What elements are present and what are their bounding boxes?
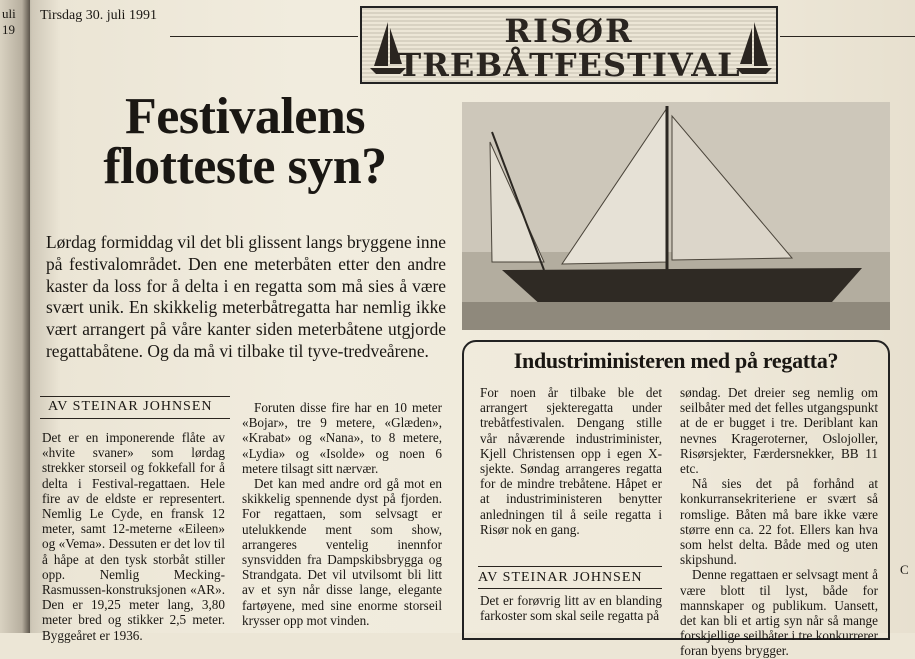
headline-line-2: flotteste syn?: [103, 138, 387, 195]
article-paragraph: Det er en imponerende flåte av «hvite svaner» som lørdag strekker storseil og fokkefall for å delta i Festival-regattaen. Hele fire av de eldste er representert. Nemlig Le Cyde, en fransk 12 meter, samt 12-meterne «Eileen» og «Vema». Dessuten er det lov til å håpe at den tysk storbåt stiller opp. Nemlig Mecking-Rasmussen-konstruksjonen «AR». Den er 19,25 meter lang, 3,80 meter bred og stikker 2,5 meter. Byggeåret er 1936.: [42, 430, 225, 643]
byline-rule: [40, 418, 230, 419]
sidebar-column-2: [680, 385, 878, 659]
cropped-next-column: C: [900, 562, 909, 577]
previous-page-edge: [0, 0, 30, 633]
article-paragraph: Foruten disse fire har en 10 meter «Bojar», tre 9 metere, «Glæden», «Krabat» og «Nana», to 8 metere, «Lydia» og «Isolde» og noen 6 metere tilsagt sitt nærvær.: [242, 400, 442, 476]
sidebar-paragraph: Det er forøvrig litt av en blanding farkoster som skal seile regatta på: [480, 593, 662, 624]
sidebar-column-1: [480, 385, 662, 537]
byline: AV STEINAR JOHNSEN: [48, 399, 213, 414]
article-column-1: [42, 430, 225, 643]
previous-page-fragment: uli 19: [2, 6, 16, 37]
sidebar-paragraph: Nå sies det på forhånd at konkurransekriteriene er svært så romslige. Båten må bare ikke være større enn ca. 22 fot. Ellers kan hva som helst delta. Både med og uten skipshund.: [680, 476, 878, 568]
logo-line-1: RISØR: [504, 12, 634, 50]
sidebar-byline: AV STEINAR JOHNSEN: [478, 570, 643, 585]
article-paragraph: Det kan med andre ord gå mot en skikkelig spennende dyst på fjorden. For regattaen, som selvsagt er utelukkende ment som show, arrangeres ventelig inennfor synsvidden fra Dampskibsbrygga og Strandgata. Det vil utvilsomt bli litt av et syn når disse lange, elegante fartøyene, med sine enorme storseil krysser opp mot vinden.: [242, 476, 442, 628]
sailboat-photo: [462, 102, 890, 330]
headline-line-1: Festivalens: [124, 88, 366, 145]
logo-line-2: TREBÅTFESTIVAL: [397, 46, 741, 84]
byline-rule: [478, 588, 662, 589]
header-rule: [780, 36, 915, 37]
sidebar-paragraph: Denne regattaen er selvsagt ment å være blott til lyst, både for mannskaper og publikum. Uansett, det kan bli et artig syn når så mange forskjellige seilbåter i tre konkurrerer foran byens brygger.: [680, 567, 878, 659]
issue-date: Tirsdag 30. juli 1991: [40, 8, 157, 23]
byline-rule: [478, 566, 662, 567]
sidebar-title: Industriministeren med på regatta?: [513, 348, 839, 373]
header-rule: [170, 36, 358, 37]
article-column-2: [242, 400, 442, 628]
lead-paragraph: Lørdag formiddag vil det bli glissent langs bryggene inne på festivalområdet. Den ene meterbåten etter den andre kaster da loss for å delta i en regatta som må sies å være svært unik. En skikkelig meterbåtregatta har nemlig ikke vært arrangert på våre kanter siden meterbåtene utgjorde regattabåtene. Og da må vi tilbake til tyve-tredveårene.: [46, 232, 446, 361]
sailboat-photo-graphic: [462, 102, 890, 330]
sidebar-paragraph: For noen år tilbake ble det arrangert sjekteregatta under trebåtfestivalen. Dengang stille vår nåværende industriminister, Kjell Christensen opp i egen X-sjekte. Søndag arrangeres regatta for de mindre trebåtene. Håpet er at industriministeren benytter anledningen til å seile regatta i Risør nok en gang.: [480, 385, 662, 537]
byline-rule: [40, 396, 230, 397]
festival-logo: [360, 6, 778, 84]
headline: [55, 88, 435, 195]
sidebar-column-1-continued: [480, 593, 662, 623]
sidebar-paragraph: søndag. Det dreier seg nemlig om seilbåter med det felles utgangspunkt at de er bugget i tre. Deriblant kan nevnes Krageroterner, Oslojoller, Risørsjekter, Færdersnekker, BB 11 etc.: [680, 385, 878, 477]
